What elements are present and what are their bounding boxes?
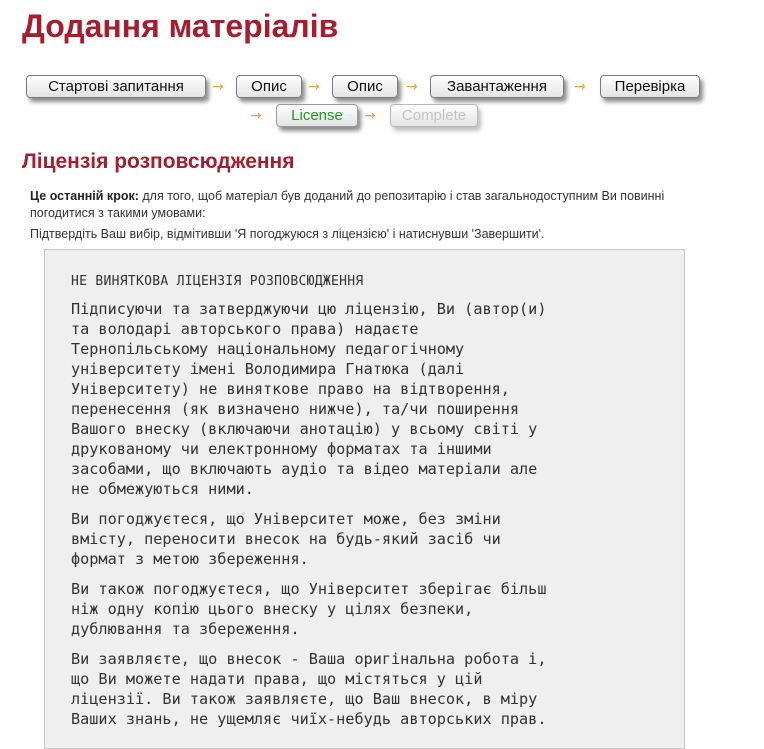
- instruction-text: Підтвердіть Ваш вибір, відмітивши 'Я погоджуюся з ліцензією' і натиснувши 'Завершити'.: [30, 227, 545, 241]
- step-arrow-icon: →: [574, 79, 586, 95]
- license-paragraph: Ви погоджуєтеся, що Університет може, без зміни вмісту, переносити внесок на будь-який засіб чи формат з метою збереження.: [71, 510, 501, 568]
- step-verify-button[interactable]: Перевірка: [600, 75, 700, 98]
- page-title: Додання матеріалів: [22, 8, 339, 44]
- submission-progress-bar: [26, 75, 746, 145]
- intro-text: [30, 188, 710, 222]
- step-license-button[interactable]: License: [276, 104, 358, 127]
- license-text-box[interactable]: [44, 249, 685, 749]
- step-arrow-icon: →: [212, 79, 224, 95]
- step-complete-button: Complete: [390, 104, 478, 127]
- step-describe-2-button[interactable]: Опис: [332, 75, 398, 98]
- step-initial-questions-button[interactable]: Стартові запитання: [26, 75, 206, 98]
- intro-bold-label: Це останній крок:: [30, 189, 139, 203]
- step-arrow-icon: →: [364, 108, 376, 124]
- license-paragraph: Ви також погоджуєтеся, що Університет зберігає більш ніж одну копію цього внеску у цілях безпеки, дублювання та збереження.: [71, 580, 547, 638]
- step-arrow-icon: →: [250, 108, 262, 124]
- intro-body: для того, щоб матеріал був доданий до репозитарію і став загальнодоступним Ви повинні погодитися з такими умовами:: [30, 189, 665, 220]
- step-arrow-icon: →: [406, 79, 418, 95]
- step-describe-1-button[interactable]: Опис: [236, 75, 302, 98]
- license-heading: НЕ ВИНЯТКОВА ЛІЦЕНЗІЯ РОЗПОВСЮДЖЕННЯ: [71, 274, 364, 289]
- section-title: Ліцензія розповсюдження: [22, 150, 295, 173]
- step-upload-button[interactable]: Завантаження: [430, 75, 564, 98]
- step-arrow-icon: →: [308, 79, 320, 95]
- license-paragraph: Ви заявляєте, що внесок - Ваша оригінальна робота і, що Ви можете надати права, що містяться у цій ліцензії. Ви також заявляєте, що Ваш внесок, в міру Ваших знань, не ущемляє чиїх-небудь авторських прав.: [71, 650, 547, 728]
- license-paragraph: Підписуючи та затверджуючи цю ліцензію, Ви (автор(и) та володарі авторського права) надаєте Тернопільському національному педагогічному університету імені Володимира Гнатюка (далі Університету) не виняткове право на відтворення, перенесення (як визначено нижче), та/чи поширення Вашого внеску (включаючи анотацію) у всьому світі у друкованому чи електронному форматах та іншими засобами, що включають аудіо та відео матеріали але не обмежуються ними.: [71, 300, 547, 498]
